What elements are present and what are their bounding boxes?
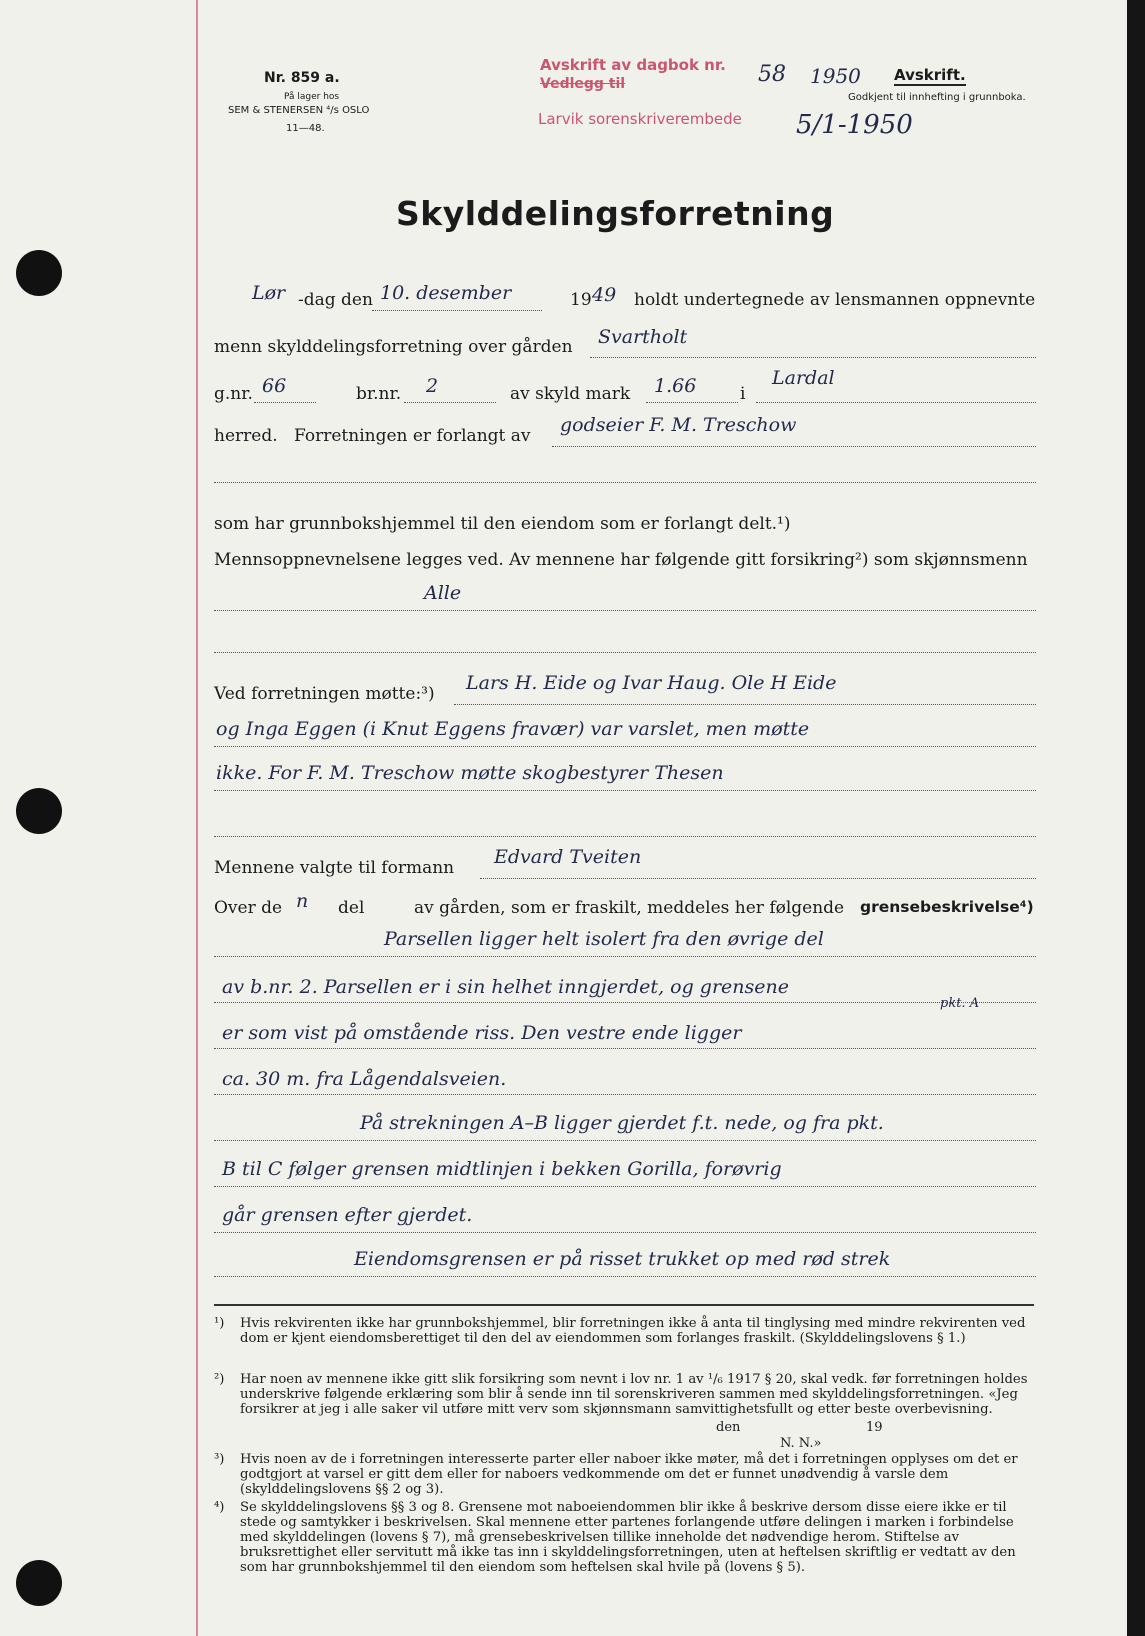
punch-hole [16, 788, 62, 834]
mote-hand: og Inga Eggen (i Knut Eggens fravær) var varslet, men møtte [216, 718, 810, 740]
avskrift-label: Avskrift. [894, 66, 966, 84]
del-label: del [338, 898, 365, 918]
grense-hand: Eiendomsgrensen er på risset trukket op med rød strek [354, 1248, 891, 1270]
dag-den-label: -dag den [298, 290, 373, 310]
fraskilt-text: av gården, som er fraskilt, meddeles her følgende [414, 898, 845, 918]
year-hand: 49 [592, 284, 617, 306]
den-label: den [716, 1420, 741, 1435]
gard-hand: Svartholt [598, 326, 688, 348]
over-hand: n [296, 890, 309, 912]
formann-hand: Edvard Tveiten [494, 846, 642, 868]
grunnbok-text: som har grunnbokshjemmel til den eiendom som er forlangt delt.¹) [214, 514, 791, 534]
gard-label: menn skylddelingsforretning over gården [214, 337, 573, 357]
stamp-year: 1950 [810, 64, 861, 88]
footnote-text: Hvis noen av de i forretningen interesserte parter eller naboer ikke møter, må det i forretningen opplyses om det er godtgjort at varsel er gitt dem eller for naboers vedkommende om det er funnet unødvendig å varsle dem (skylddelingslovens §§ 2 og 3). [240, 1452, 1018, 1497]
document-title: Skylddelingsforretning [396, 194, 835, 233]
stamp-number: 58 [758, 62, 786, 87]
weekday-hand: Lør [252, 282, 286, 304]
footnote: ²) Har noen av mennene ikke gitt slik forsikring som nevnt i lov nr. 1 av ¹/₆ 1917 § 20, skal vedk. før forretningen holdes underskrive følgende erklæring som blir å sende inn til sorenskriveren sammen med skylddelingsforretningen. «Jeg forsikrer at jeg i alle saker vil utføre mitt verv som skjønnsmann samvittighetsfullt og etter beste overbevisning. [214, 1372, 1044, 1452]
date-hand: 10. desember [380, 282, 512, 304]
publisher-line: SEM & STENERSEN ⁴/s OSLO [228, 105, 370, 116]
bnr-label: br.nr. [356, 384, 402, 404]
punch-hole [16, 250, 62, 296]
skyld-hand: 1.66 [654, 375, 697, 397]
footnote-rule [214, 1304, 1034, 1306]
forsikring-hand: Alle [424, 582, 462, 604]
footnote-text: Hvis rekvirenten ikke har grunnbokshjemmel, blir forretningen ikke å anta til tinglysing med mindre rekvirenten ved dom er kjent eiendomsberettiget til den del av eiendommen som forlanges fraskilt. (Skylddelingslovens § 1.) [240, 1316, 1026, 1346]
grense-hand: Parsellen ligger helt isolert fra den øvrige del [384, 928, 824, 950]
punch-hole [16, 1560, 62, 1606]
herred-label: herred. [214, 426, 278, 446]
grense-hand: er som vist på omstående riss. Den vestre ende ligger [222, 1022, 742, 1044]
mote-hand: ikke. For F. M. Treschow møtte skogbestyrer Thesen [216, 762, 724, 784]
year-prefix: 19 [570, 290, 592, 310]
grense-hand: B til C følger grensen midtlinjen i bekken Gorilla, forøvrig [222, 1158, 782, 1180]
avskrift-sub: Godkjent til innhefting i grunnboka. [848, 92, 1026, 103]
footnote-text: Se skylddelingslovens §§ 3 og 8. Grensene mot naboeiendommen blir ikke å beskrive dersom disse eiere ikke er til stede og samtykker i beskrivelsen. Skal mennene etter partenes forlangende utføre delingen i marken i forbindelse med skylddelingen (lovens § 7), må grensebeskrivelsen tillike inneholde det nødvendige herom. Stiftelse av bruksrettighet eller servitutt må ikke tas inn i skylddelingsforretningen, uten at heftelsen skriftlig er vedtatt av den som har grunnbokshjemmel til den eiendom som heftelsen skal hvile på (lovens § 5). [240, 1500, 1016, 1575]
forlangt-label: Forretningen er forlangt av [294, 426, 531, 446]
formann-label: Mennene valgte til formann [214, 858, 455, 878]
publisher-line: På lager hos [284, 92, 340, 102]
over-label: Over de [214, 898, 283, 918]
stamp-line: Larvik sorenskriverembede [538, 110, 742, 128]
mennsopp-text: Mennsoppnevnelsene legges ved. Av mennene har følgende gitt forsikring²) som skjønnsmenn [214, 550, 1028, 570]
gnr-label: g.nr. [214, 384, 253, 404]
forlangt-hand: godseier F. M. Treschow [560, 414, 797, 436]
footnote-text: Har noen av mennene ikke gitt slik forsikring som nevnt i lov nr. 1 av ¹/₆ 1917 § 20, skal vedk. før forretningen holdes underskrive følgende erklæring som blir å sende inn til sorenskriveren sammen med skylddelingsforretningen. «Jeg forsikrer at jeg i alle saker vil utføre mitt verv som skjønnsmann samvittighetsfullt og etter beste overbevisning. [240, 1372, 1028, 1417]
stamp-line: Avskrift av dagbok nr. [540, 56, 726, 74]
held-text: holdt undertegnede av lensmannen oppnevnte [634, 290, 1036, 310]
nn-label: N. N.» [780, 1436, 822, 1451]
grense-hand: av b.nr. 2. Parsellen er i sin helhet inngjerdet, og grensene [222, 976, 789, 998]
footnote: ¹) Hvis rekvirenten ikke har grunnbokshjemmel, blir forretningen ikke å anta til tinglysing med mindre rekvirenten ved dom er kjent eiendomsberettiget til den del av eiendommen som forlanges fraskilt. (Skylddelingslovens § 1.) [214, 1316, 1044, 1376]
grense-hand: pkt. A [940, 996, 980, 1011]
form-number: Nr. 859 a. [264, 70, 340, 86]
i-label: i [740, 384, 746, 404]
footnote: ³) Hvis noen av de i forretningen interesserte parter eller naboer ikke møter, må det i forretningen opplyses om det er godtgjort at varsel er gitt dem eller for naboers vedkommende om det er funnet unødvendig å varsle dem (skylddelingslovens §§ 2 og 3). [214, 1452, 1044, 1502]
mote-label: Ved forretningen møtte:³) [214, 684, 435, 704]
footnote: ⁴) Se skylddelingslovens §§ 3 og 8. Grensene mot naboeiendommen blir ikke å beskrive dersom disse eiere ikke er til stede og samtykker i beskrivelsen. Skal mennene etter partenes forlangende utføre delingen i marken i forbindelse med skylddelingen (lovens § 7), må grensebeskrivelsen tillike inneholde det nødvendige herom. Stiftelse av bruksrettighet eller servitutt må ikke tas inn i skylddelingsforretningen, uten at heftelsen skriftlig er vedtatt av den som har grunnbokshjemmel til den eiendom som heftelsen skal hvile på (lovens § 5). [214, 1500, 1044, 1600]
grense-hand: går grensen efter gjerdet. [222, 1204, 473, 1226]
grense-hand: På strekningen A–B ligger gjerdet f.t. nede, og fra pkt. [360, 1112, 884, 1134]
bnr-hand: 2 [426, 375, 439, 397]
gnr-hand: 66 [262, 375, 287, 397]
publisher-line: 11—48. [286, 123, 325, 134]
grense-hand: ca. 30 m. fra Lågendalsveien. [222, 1068, 507, 1090]
nineteen-label: 19 [866, 1420, 883, 1435]
herred-hand: Lardal [772, 367, 835, 389]
grense-label: grensebeskrivelse⁴) [860, 898, 1034, 916]
mote-hand: Lars H. Eide og Ivar Haug. Ole H Eide [466, 672, 837, 694]
stamp-line: Vedlegg til [540, 76, 626, 92]
margin-line [196, 0, 198, 1636]
skyld-label: av skyld mark [510, 384, 631, 404]
stamp-date: 5/1-1950 [796, 110, 913, 140]
